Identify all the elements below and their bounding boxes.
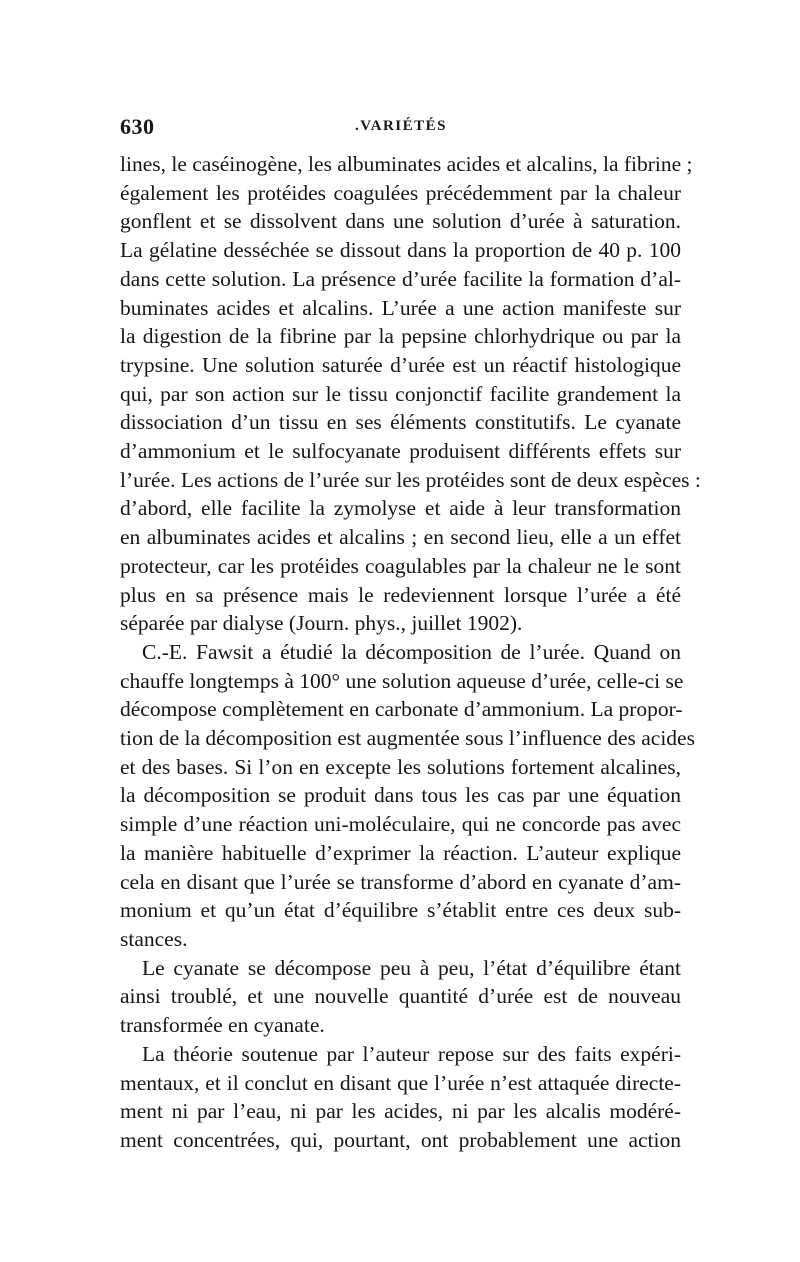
text-line: ainsi troublé, et une nouvelle quantité d’urée est de nouveau — [120, 984, 681, 1009]
text-line: qui, par son action sur le tissu conjonctif facilite grandement la — [120, 381, 681, 406]
text-line: ment ni par l’eau, ni par les acides, ni par les alcalis modéré- — [120, 1099, 681, 1124]
text-line: lines, le caséinogène, les albuminates acides et alcalins, la fibrine ; — [120, 152, 693, 176]
text-line: Le cyanate se décompose peu à peu, l’état d’équilibre étant — [142, 955, 681, 980]
text-line: séparée par dialyse (Journ. phys., juillet 1902). — [120, 611, 523, 636]
page-number: 630 — [120, 114, 155, 139]
text-line: la digestion de la fibrine par la pepsine chlorhydrique ou par la — [120, 324, 681, 349]
text-line: chauffe longtemps à 100° une solution aqueuse d’urée, celle-ci se — [120, 668, 684, 693]
text-line: mentaux, et il conclut en disant que l’urée n’est attaquée directe- — [120, 1070, 681, 1095]
text-line: cela en disant que l’urée se transforme d’abord en cyanate d’am- — [120, 869, 681, 894]
text-line: monium et qu’un état d’équilibre s’établit entre ces deux sub- — [120, 898, 681, 923]
text-line: plus en sa présence mais le redeviennent lorsque l’urée a été — [120, 582, 681, 607]
text-line: l’urée. Les actions de l’urée sur les protéides sont de deux espèces : — [120, 467, 701, 492]
text-line: ment concentrées, qui, pourtant, ont probablement une action — [120, 1127, 681, 1152]
text-line: d’abord, elle facilite la zymolyse et aide à leur transformation — [120, 496, 681, 521]
text-line: en albuminates acides et alcalins ; en second lieu, elle a un effet — [120, 525, 681, 550]
text-line: simple d’une réaction uni-moléculaire, qui ne concorde pas avec — [120, 812, 681, 837]
text-line: d’ammonium et le sulfocyanate produisent différents effets sur — [120, 439, 681, 464]
text-line: La théorie soutenue par l’auteur repose sur des faits expéri- — [142, 1041, 681, 1066]
text-line: gonflent et se dissolvent dans une solution d’urée à saturation. — [120, 209, 681, 234]
text-line: stances. — [120, 926, 188, 951]
text-line: La gélatine desséchée se dissout dans la proportion de 40 p. 100 — [120, 238, 681, 263]
text-line: tion de la décomposition est augmentée sous l’influence des acides — [120, 726, 695, 751]
body-text — [120, 150, 701, 1155]
text-line: la décomposition se produit dans tous les cas par une équation — [120, 783, 681, 808]
text-line: protecteur, car les protéides coagulables par la chaleur ne le sont — [120, 553, 681, 578]
text-line: C.-E. Fawsit a étudié la décomposition de l’urée. Quand on — [142, 639, 681, 664]
running-head: .VARIÉTÉS — [354, 118, 447, 134]
text-line: également les protéides coagulées précédemment par la chaleur — [120, 180, 681, 205]
text-line: dissociation d’un tissu en ses éléments constitutifs. Le cyanate — [120, 410, 681, 435]
text-line: trypsine. Une solution saturée d’urée est un réactif histologique — [120, 352, 681, 377]
page-header — [120, 114, 682, 142]
text-line: décompose complètement en carbonate d’ammonium. La propor- — [120, 697, 683, 722]
text-line: dans cette solution. La présence d’urée facilite la formation d’al- — [120, 266, 681, 291]
text-line: transformée en cyanate. — [120, 1013, 325, 1038]
text-line: et des bases. Si l’on en excepte les solutions fortement alcalines, — [120, 754, 681, 779]
text-line: la manière habituelle d’exprimer la réaction. L’auteur explique — [120, 840, 681, 865]
text-line: buminates acides et alcalins. L’urée a une action manifeste sur — [120, 295, 681, 320]
